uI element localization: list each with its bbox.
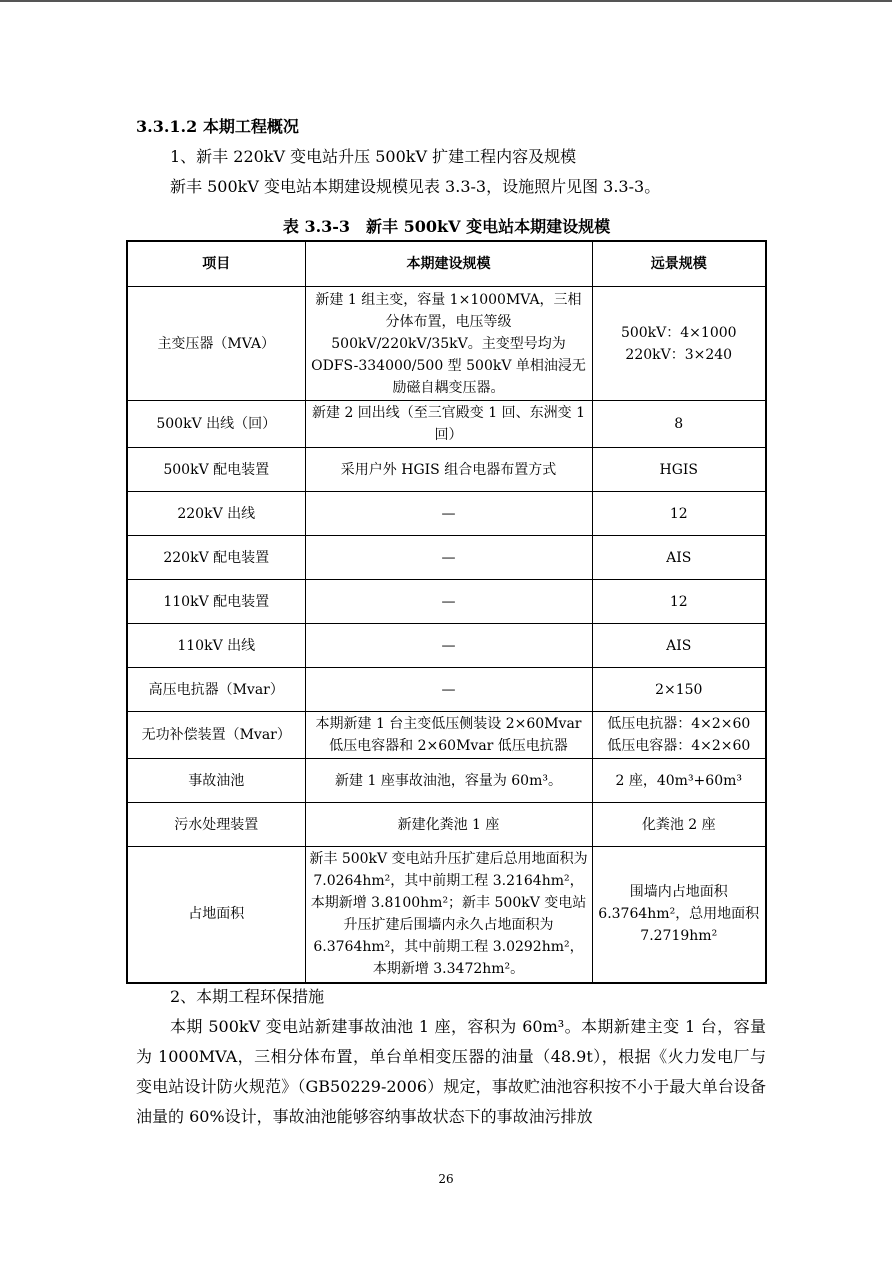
cell-current: 采用户外 HGIS 组合电器布置方式 <box>305 448 592 492</box>
cell-future: 8 <box>592 401 766 448</box>
cell-current: — <box>305 580 592 624</box>
table-row <box>127 580 766 624</box>
table-row <box>127 624 766 668</box>
table-row <box>127 448 766 492</box>
header-future-scale: 远景规模 <box>592 241 766 287</box>
cell-item: 主变压器（MVA） <box>127 287 305 401</box>
header-current-scale: 本期建设规模 <box>305 241 592 287</box>
item1-intro: 新丰 500kV 变电站本期建设规模见表 3.3-3，设施照片见图 3.3-3。 <box>170 177 661 196</box>
table-caption: 表 3.3-3 新丰 500kV 变电站本期建设规模 <box>282 217 611 236</box>
table-row <box>127 803 766 847</box>
cell-future: 12 <box>592 580 766 624</box>
cell-future: 2×150 <box>592 668 766 712</box>
table-row <box>127 759 766 803</box>
cell-current: — <box>305 624 592 668</box>
cell-current: — <box>305 668 592 712</box>
table-row <box>127 712 766 759</box>
cell-future: AIS <box>592 536 766 580</box>
cell-item: 110kV 配电装置 <box>127 580 305 624</box>
cell-future: 500kV：4×1000 220kV：3×240 <box>592 287 766 401</box>
cell-future: 12 <box>592 492 766 536</box>
cell-item: 220kV 出线 <box>127 492 305 536</box>
cell-item: 无功补偿装置（Mvar） <box>127 712 305 759</box>
cell-current: 本期新建 1 台主变低压侧装设 2×60Mvar 低压电容器和 2×60Mvar 低压电抗器 <box>305 712 592 759</box>
cell-item: 220kV 配电装置 <box>127 536 305 580</box>
cell-item: 污水处理装置 <box>127 803 305 847</box>
section-heading: 3.3.1.2 本期工程概况 <box>136 117 299 136</box>
cell-future: AIS <box>592 624 766 668</box>
page-top-rule <box>0 0 892 2</box>
cell-future: 2 座，40m³+60m³ <box>592 759 766 803</box>
item1-title: 1、新丰 220kV 变电站升压 500kV 扩建工程内容及规模 <box>170 147 577 166</box>
cell-future: 围墙内占地面积 6.3764hm²，总用地面积 7.2719hm² <box>592 847 766 983</box>
table-row <box>127 668 766 712</box>
cell-current: 新建 1 座事故油池，容量为 60m³。 <box>305 759 592 803</box>
table-row <box>127 492 766 536</box>
cell-item: 110kV 出线 <box>127 624 305 668</box>
cell-future: 化粪池 2 座 <box>592 803 766 847</box>
header-item: 项目 <box>127 241 305 287</box>
cell-current: — <box>305 536 592 580</box>
cell-current: 新建 2 回出线（至三官殿变 1 回、东洲变 1 回） <box>305 401 592 448</box>
cell-item: 事故油池 <box>127 759 305 803</box>
cell-current: 新建化粪池 1 座 <box>305 803 592 847</box>
cell-item: 高压电抗器（Mvar） <box>127 668 305 712</box>
table-header-row <box>127 241 766 287</box>
cell-current: 新丰 500kV 变电站升压扩建后总用地面积为 7.0264hm²，其中前期工程 3.2164hm²，本期新增 3.8100hm²；新丰 500kV 变电站升压扩建后围墙内永久占地面积为 6.3764hm²，其中前期工程 3.0292hm²，本期新增 3.3472hm²。 <box>305 847 592 983</box>
cell-current: — <box>305 492 592 536</box>
body-paragraph: 本期 500kV 变电站新建事故油池 1 座，容积为 60m³。本期新建主变 1 台，容量为 1000MVA，三相分体布置，单台单相变压器的油量（48.9t），根据《火力发电厂与变电站设计防火规范》（GB50229-2006）规定，事故贮油池容积按不小于最大单台设备油量的 60%设计，事故油池能够容纳事故状态下的事故油污排放 <box>136 1017 766 1126</box>
item2-title: 2、本期工程环保措施 <box>170 987 325 1006</box>
cell-current: 新建 1 组主变，容量 1×1000MVA，三相分体布置，电压等级 500kV/220kV/35kV。主变型号均为 ODFS-334000/500 型 500kV 单相油浸无励磁自耦变压器。 <box>305 287 592 401</box>
table-row <box>127 401 766 448</box>
cell-future: HGIS <box>592 448 766 492</box>
cell-item: 500kV 出线（回） <box>127 401 305 448</box>
page-number: 26 <box>438 1172 454 1186</box>
cell-item: 500kV 配电装置 <box>127 448 305 492</box>
cell-item: 占地面积 <box>127 847 305 983</box>
table-row <box>127 287 766 401</box>
body-paragraph-container <box>136 1012 766 1132</box>
table-row <box>127 847 766 983</box>
cell-future: 低压电抗器：4×2×60 低压电容器：4×2×60 <box>592 712 766 759</box>
construction-scale-table <box>126 240 767 984</box>
table-row <box>127 536 766 580</box>
